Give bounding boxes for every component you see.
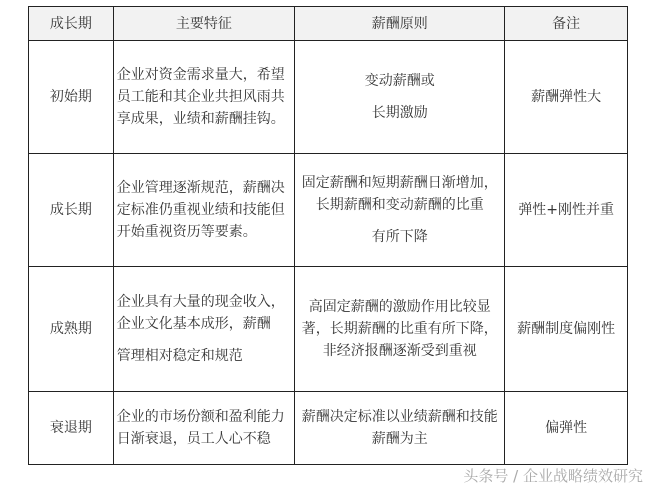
feature-text: 企业具有大量的现金收入，企业文化基本成形，薪酬 [116, 294, 285, 332]
feature-text: 管理相对稳定和规范 [116, 348, 243, 364]
table-row [29, 41, 628, 154]
principle-text: 薪酬决定标准以业绩薪酬和技能薪酬为主 [301, 409, 498, 447]
note-cell: 薪酬弹性大 [505, 41, 628, 154]
principle-text: 高固定薪酬的激励作用比较显著，长期薪酬的比重有所下降，非经济报酬逐渐受到重视 [301, 299, 498, 359]
feature-cell [113, 41, 294, 154]
principle-text: 长期激励 [371, 105, 428, 121]
salary-principles-table [28, 6, 628, 465]
feature-cell [113, 267, 294, 392]
principle-text: 有所下降 [371, 229, 428, 245]
table-row [29, 392, 628, 465]
table-row [29, 267, 628, 392]
stage-cell: 初始期 [29, 41, 114, 154]
stage-cell: 成长期 [29, 154, 114, 267]
principle-cell [295, 41, 505, 154]
header-principle: 薪酬原则 [295, 7, 505, 41]
principle-cell [295, 267, 505, 392]
principle-text: 固定薪酬和短期薪酬日渐增加，长期薪酬和变动薪酬的比重 [301, 175, 498, 213]
stage-cell: 成熟期 [29, 267, 114, 392]
header-note: 备注 [505, 7, 628, 41]
header-stage: 成长期 [29, 7, 114, 41]
note-cell: 薪酬制度偏刚性 [505, 267, 628, 392]
table-row [29, 154, 628, 267]
stage-cell: 衰退期 [29, 392, 114, 465]
feature-text: 企业对资金需求量大，希望员工能和其企业共担风雨共享成果，业绩和薪酬挂钩。 [116, 67, 285, 127]
table-header-row [29, 7, 628, 41]
principle-cell [295, 392, 505, 465]
feature-cell [113, 154, 294, 267]
principle-text: 变动薪酬或 [364, 73, 435, 89]
feature-text: 企业的市场份额和盈利能力日渐衰退，员工人心不稳 [116, 409, 285, 447]
principle-cell [295, 154, 505, 267]
note-cell: 偏弹性 [505, 392, 628, 465]
watermark-text: 头条号 / 企业战略绩效研究 [463, 467, 643, 485]
feature-text: 企业管理逐渐规范，薪酬决定标准仍重视业绩和技能但开始重视资历等要素。 [116, 180, 285, 240]
header-feature: 主要特征 [113, 7, 294, 41]
feature-cell [113, 392, 294, 465]
note-cell: 弹性+刚性并重 [505, 154, 628, 267]
